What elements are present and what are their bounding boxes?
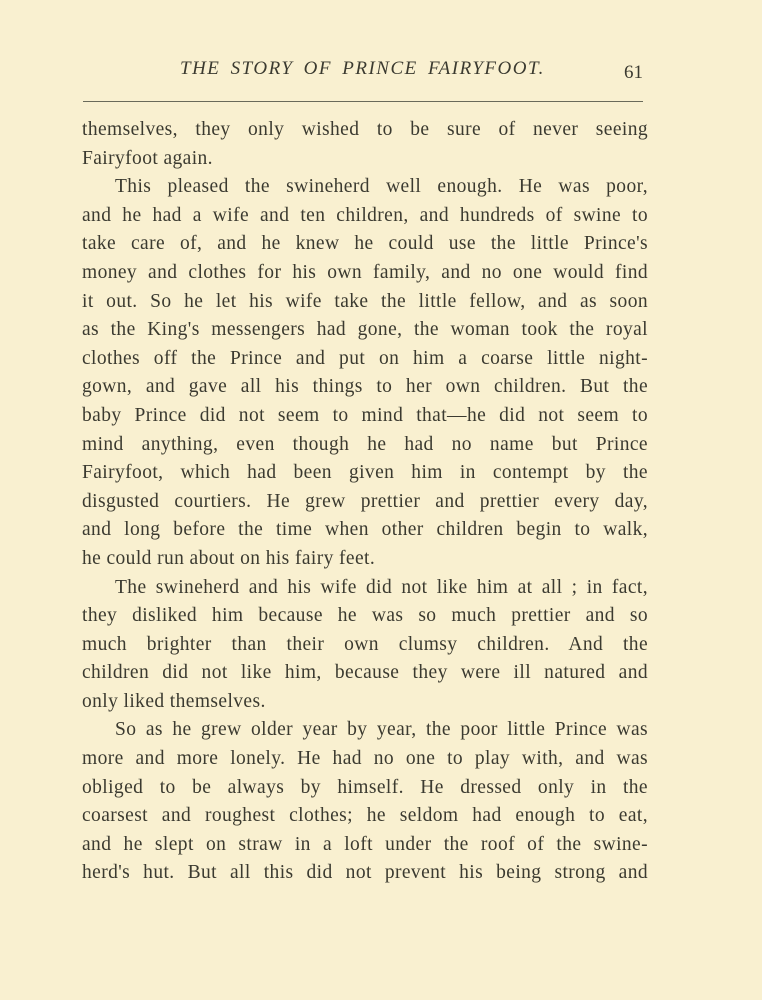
text-line: gown, and gave all his things to her own children. But the <box>82 376 648 398</box>
text-line: take care of, and he knew he could use the little Prince's <box>82 233 648 255</box>
text-line: it out. So he let his wife take the little fellow, and as soon <box>82 290 648 312</box>
running-title: THE STORY OF PRINCE FAIRYFOOT. <box>180 58 545 79</box>
text-line: mind anything, even though he had no name but Prince <box>82 433 648 455</box>
text-line: children did not like him, because they were ill natured and <box>82 662 648 684</box>
page-header <box>0 58 762 88</box>
text-line: The swineherd and his wife did not like him at all ; in fact, <box>115 576 648 598</box>
text-line: This pleased the swineherd well enough. He was poor, <box>115 176 648 198</box>
text-line: obliged to be always by himself. He dressed only in the <box>82 776 648 798</box>
text-line: and long before the time when other children begin to walk, <box>82 519 648 541</box>
text-line: Fairyfoot, which had been given him in contempt by the <box>82 462 648 484</box>
text-line: Fairyfoot again. <box>82 147 213 169</box>
text-line: more and more lonely. He had no one to play with, and was <box>82 748 648 770</box>
text-line: and he had a wife and ten children, and hundreds of swine to <box>82 204 648 226</box>
text-line: clothes off the Prince and put on him a coarse little night- <box>82 347 648 369</box>
text-line: herd's hut. But all this did not prevent his being strong and <box>82 862 648 884</box>
text-line: themselves, they only wished to be sure of never seeing <box>82 119 648 140</box>
text-line: money and clothes for his own family, and no one would find <box>82 261 648 283</box>
text-line: coarsest and roughest clothes; he seldom had enough to eat, <box>82 805 648 827</box>
text-line: So as he grew older year by year, the poor little Prince was <box>115 719 648 741</box>
page-number: 61 <box>624 62 643 83</box>
text-line: much brighter than their own clumsy children. And the <box>82 633 648 655</box>
text-line: disgusted courtiers. He grew prettier and prettier every day, <box>82 490 648 512</box>
text-line: as the King's messengers had gone, the woman took the royal <box>82 319 648 341</box>
text-line: and he slept on straw in a loft under the roof of the swine- <box>82 833 648 855</box>
header-rule <box>83 101 643 102</box>
text-line: he could run about on his fairy feet. <box>82 547 376 569</box>
text-line: they disliked him because he was so much prettier and so <box>82 605 648 627</box>
text-line: only liked themselves. <box>82 690 266 712</box>
text-line: baby Prince did not seem to mind that—he did not seem to <box>82 404 648 426</box>
body-text <box>82 116 648 888</box>
